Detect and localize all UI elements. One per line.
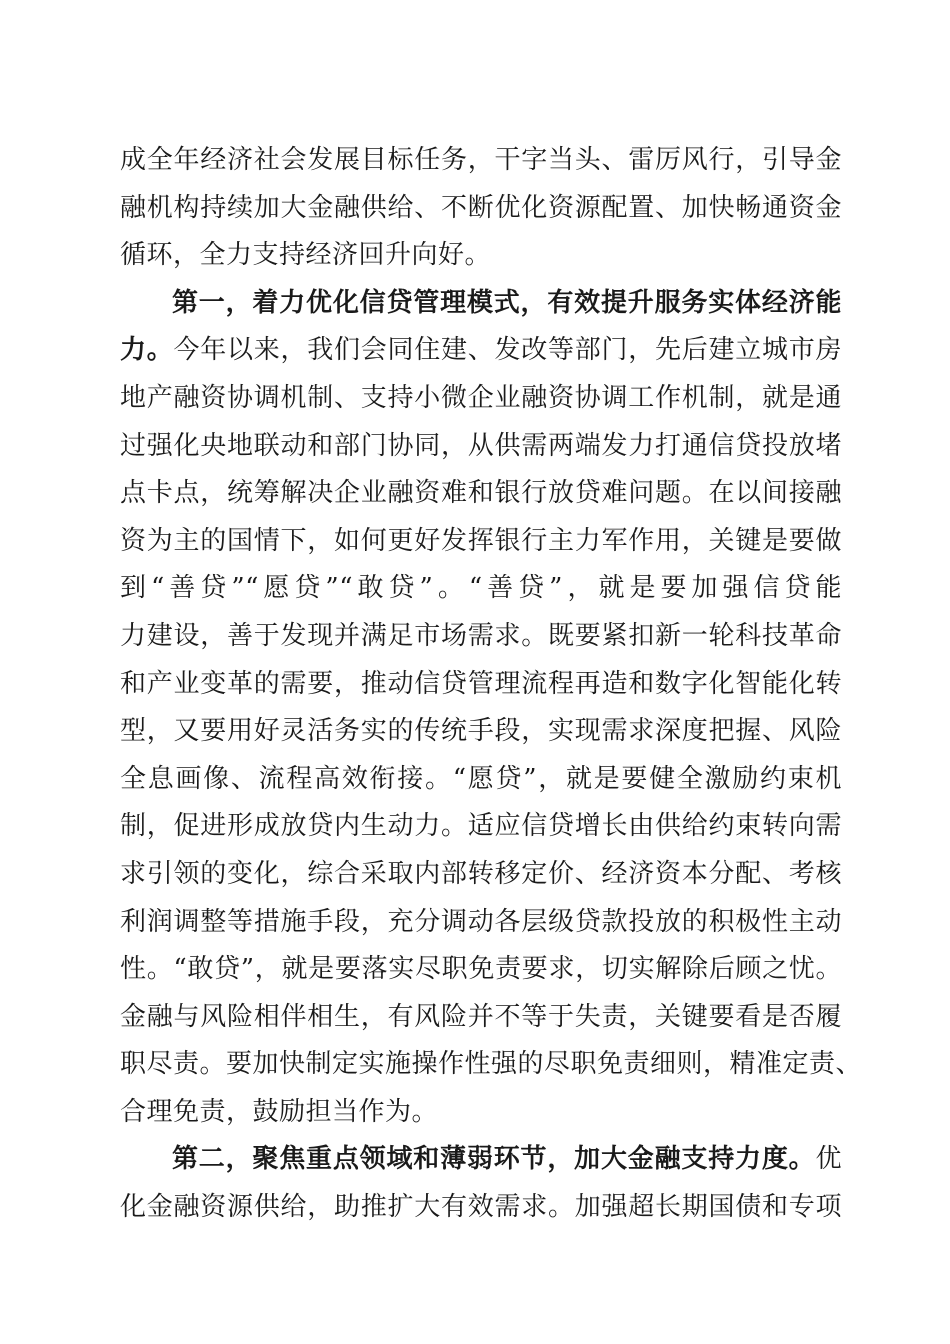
text-line: 制，促进形成放贷内生动力。适应信贷增长由供给约束转向需: [120, 811, 842, 842]
text-line: 金融与风险相伴相生，有风险并不等于失责，关键要看是否履: [120, 1001, 842, 1032]
paragraph-heading: 力。: [120, 335, 174, 366]
paragraph-heading: 第一，着力优化信贷管理模式，有效提升服务实体经济能: [172, 287, 842, 318]
paragraph-second: [120, 1136, 842, 1231]
text-line: 性。“敢贷”，就是要落实尽职免责要求，切实解除后顾之忧。: [120, 954, 842, 985]
text-line: 型，又要用好灵活务实的传统手段，实现需求深度把握、风险: [120, 716, 842, 747]
text-line: 合理免责，鼓励担当作为。: [120, 1096, 439, 1127]
text-line: [120, 1136, 842, 1184]
document-body: [120, 137, 863, 1232]
paragraph-intro: [120, 137, 842, 280]
text-line: 力建设，善于发现并满足市场需求。既要紧扣新一轮科技革命: [120, 620, 842, 651]
paragraph-heading: 第二，聚焦重点领域和薄弱环节，加大金融支持力度。: [172, 1144, 816, 1175]
text-line: 到“善贷”“愿贷”“敢贷”。“善贷”，就是要加强信贷能: [120, 573, 842, 604]
text-line: 成全年经济社会发展目标任务，干字当头、雷厉风行，引导金: [120, 145, 842, 175]
text-line: 和产业变革的需要，推动信贷管理流程再造和数字化智能化转: [120, 668, 842, 699]
text-line: [120, 280, 842, 328]
text-line: 全息画像、流程高效衔接。“愿贷”，就是要健全激励约束机: [120, 763, 842, 794]
paragraph-first: [120, 280, 863, 1137]
text-run: 今年以来，我们会同住建、发改等部门，先后建立城市房: [173, 335, 842, 366]
text-line: [120, 327, 842, 375]
text-line: 循环，全力支持经济回升向好。: [120, 240, 492, 271]
text-line: 过强化央地联动和部门协同，从供需两端发力打通信贷投放堵: [120, 430, 842, 461]
text-line: 地产融资协调机制、支持小微企业融资协调工作机制，就是通: [120, 382, 842, 413]
text-line: 化金融资源供给，助推扩大有效需求。加强超长期国债和专项: [120, 1192, 842, 1223]
text-line: 点卡点，统筹解决企业融资难和银行放贷难问题。在以间接融: [120, 478, 842, 509]
text-line: 融机构持续加大金融供给、不断优化资源配置、加快畅通资金: [120, 192, 842, 223]
text-line: 利润调整等措施手段，充分调动各层级贷款投放的积极性主动: [120, 906, 842, 937]
text-line: 资为主的国情下，如何更好发挥银行主力军作用，关键是要做: [120, 525, 842, 556]
text-run: 优: [815, 1144, 842, 1175]
text-line: 职尽责。要加快制定实施操作性强的尽职免责细则，精准定责、: [120, 1049, 863, 1080]
text-line: 求引领的变化，综合采取内部转移定价、经济资本分配、考核: [120, 858, 842, 889]
